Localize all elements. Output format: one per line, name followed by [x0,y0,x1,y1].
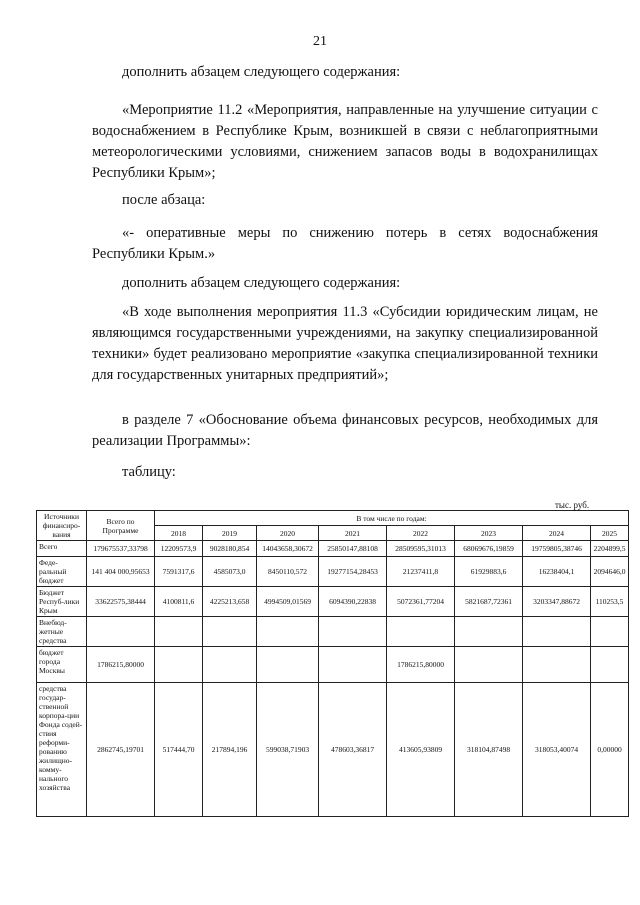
year-value-cell [203,617,257,647]
year-value-cell: 413605,93809 [387,683,455,817]
page-number: 21 [313,34,327,49]
year-value-cell: 4225213,658 [203,587,257,617]
year-value-cell [155,617,203,647]
year-value-cell [523,617,591,647]
year-value-cell: 2094646,0 [591,557,629,587]
year-value-cell: 4994509,01569 [257,587,319,617]
year-value-cell: 9028180,854 [203,541,257,557]
year-value-cell: 4100811,6 [155,587,203,617]
paragraph-8: таблицу: [122,464,176,480]
header-by-years: В том числе по годам: [155,511,629,526]
year-value-cell [203,647,257,683]
paragraph-4: «- оперативные меры по снижению потерь в сетях водоснабжения Республики Крым.» [92,225,598,262]
row-total: 2862745,19701 [87,683,155,817]
year-value-cell: 12209573,9 [155,541,203,557]
year-header: 2018 [155,526,203,541]
table-row [37,557,629,587]
year-value-cell: 2204899,5 [591,541,629,557]
year-value-cell: 25850147,88108 [319,541,387,557]
year-value-cell: 0,00000 [591,683,629,817]
year-value-cell [319,647,387,683]
year-value-cell: 16238404,1 [523,557,591,587]
row-label: Феде-ральный бюджет [37,557,87,587]
year-value-cell [257,647,319,683]
row-label: бюджет города Москвы [37,647,87,683]
table-row [37,683,629,817]
table-row [37,617,629,647]
year-value-cell [319,617,387,647]
paragraph-6: «В ходе выполнения мероприятия 11.3 «Субсидии юридическим лицам, не являющимся государственными учреждениями, на закупку специализированной техники» будет реализовано мероприятие «закупка специализированной техники для государственных унитарных предприятий»; [92,304,598,383]
header-source: Источники финансиро-вания [37,511,87,541]
year-value-cell: 3203347,88672 [523,587,591,617]
paragraph-7: в разделе 7 «Обоснование объема финансовых ресурсов, необходимых для реализации Программы»: [92,412,598,449]
year-value-cell [455,617,523,647]
year-value-cell: 68069676,19859 [455,541,523,557]
year-header: 2021 [319,526,387,541]
year-value-cell: 14043658,30672 [257,541,319,557]
year-header: 2022 [387,526,455,541]
year-value-cell: 318053,40074 [523,683,591,817]
year-value-cell [155,647,203,683]
year-value-cell: 478603,36817 [319,683,387,817]
year-value-cell [591,647,629,683]
row-total: 179675537,33798 [87,541,155,557]
year-value-cell [523,647,591,683]
year-header: 2023 [455,526,523,541]
table-row [37,541,629,557]
financing-table [36,510,629,817]
year-value-cell: 1786215,80000 [387,647,455,683]
paragraph-5: дополнить абзацем следующего содержания: [122,275,401,291]
paragraph-3: после абзаца: [122,192,206,208]
year-value-cell: 5072361,77204 [387,587,455,617]
year-header: 2024 [523,526,591,541]
year-value-cell [387,617,455,647]
row-total: 33622575,38444 [87,587,155,617]
year-header: 2019 [203,526,257,541]
year-header: 2020 [257,526,319,541]
row-label: Всего [37,541,87,557]
year-value-cell: 8450110,572 [257,557,319,587]
year-value-cell: 5821687,72361 [455,587,523,617]
paragraph-2: «Мероприятие 11.2 «Мероприятия, направленные на улучшение ситуации с водоснабжением в Республике Крым, возникшей в связи с неблагоприятными метеорологическими условиями, снижением запасов воды в водохранилищах Республики Крым»; [92,102,598,181]
table-row [37,587,629,617]
row-total: 1786215,80000 [87,647,155,683]
year-value-cell [455,647,523,683]
year-value-cell: 19277154,28453 [319,557,387,587]
year-value-cell: 28509595,31013 [387,541,455,557]
year-value-cell: 318104,87498 [455,683,523,817]
year-value-cell [257,617,319,647]
paragraph-1: дополнить абзацем следующего содержания: [122,64,401,80]
year-header: 2025 [591,526,629,541]
table-row [37,647,629,683]
year-value-cell: 4585073,0 [203,557,257,587]
row-label: Бюджет Респуб-лики Крым [37,587,87,617]
year-value-cell: 7591317,6 [155,557,203,587]
year-value-cell: 6094390,22838 [319,587,387,617]
year-value-cell [591,617,629,647]
row-label: средства государ-ственной корпора-ции Фонда содей-ствия реформи-рованию жилищно-комму-нального хозяйства [37,683,87,817]
year-value-cell: 61929883,6 [455,557,523,587]
year-value-cell: 19759805,38746 [523,541,591,557]
header-total: Всего по Программе [87,511,155,541]
year-value-cell: 21237411,8 [387,557,455,587]
table-units: тыс. руб. [555,500,590,510]
year-value-cell: 110253,5 [591,587,629,617]
row-total [87,617,155,647]
year-value-cell: 599038,71903 [257,683,319,817]
year-value-cell: 217894,196 [203,683,257,817]
row-label: Внебюд-жетные средства [37,617,87,647]
year-value-cell: 517444,70 [155,683,203,817]
table-header-row [37,511,629,526]
row-total: 141 404 000,95653 [87,557,155,587]
